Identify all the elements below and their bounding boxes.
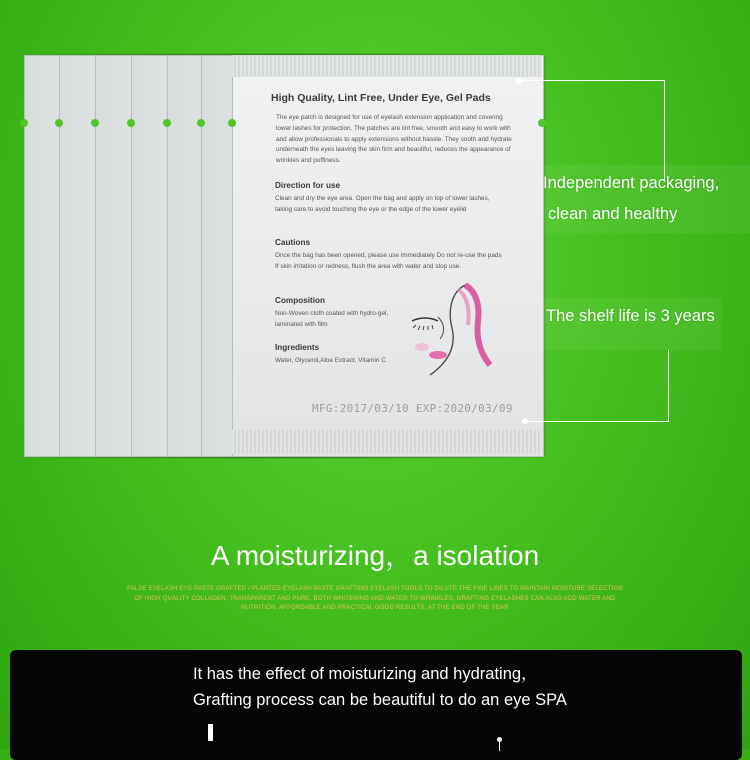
shelf-life-callout: The shelf life is 3 years	[546, 307, 715, 325]
callout-dot	[516, 78, 522, 84]
tear-notch	[538, 119, 546, 127]
tear-notch	[197, 119, 205, 127]
tear-notch	[163, 119, 171, 127]
face-illustration	[410, 283, 505, 388]
ingredients-heading: Ingredients	[275, 343, 320, 352]
sachet-seal-bottom	[232, 430, 542, 454]
package-intro: The eye patch is designed for use of eyelash extension application and covering lower lashes for protection. The patches are lint free, smooth and easy to work with and allow professionals to apply extensions without hassle. They sooth and hydrate underneath the eyes leaving the skin firm and beautiful, reduces the appearance of wrinkles and puffiness.	[276, 114, 512, 165]
sub-description: FALSE EYELASH EYE PASTE GRAFTED / PLANTED EYELASH PASTE GRAFTING EYELASH TOOLS TO DILUTE THE FINE LINES TO MAINTAIN MOISTURE SELECTION OF HIGH QUALITY COLLAGEN, TRANSPARENT AND PURE, BOTH WHITENING AND WATER TO WRINKLES, GRAFTING EYELASHES CAN ALSO ADD WATER AND NUTRITION, AFFORDABLE AND PRACTICAL GOOD RESULTS, AT THE END OF THE YEAR	[127, 586, 623, 611]
tear-notch	[20, 119, 28, 127]
packaging-callout-line2: clean and healthy	[548, 205, 678, 223]
callout-line	[520, 80, 664, 81]
cautions-text: Once the bag has been opened, please use immediately Do not re-use the pads If skin irritation or redness, flush the area with water and stop use.	[275, 252, 502, 270]
band-line-1: It has the effect of moisturizing and hydrating，	[193, 665, 538, 683]
text-cursor	[208, 724, 213, 741]
package-title: High Quality, Lint Free, Under Eye, Gel Pads	[271, 92, 491, 104]
packaging-callout-line1: Independent packaging,	[543, 174, 720, 192]
callout-dot	[522, 418, 528, 424]
callout-line	[668, 350, 669, 421]
headline: A moisturizing，a isolation	[210, 540, 540, 571]
tear-notch	[91, 119, 99, 127]
tear-notch	[55, 119, 63, 127]
callout-line	[528, 421, 669, 422]
composition-heading: Composition	[275, 296, 326, 305]
tear-notch	[127, 119, 135, 127]
date-code: MFG:2017/03/10 EXP:2020/03/09	[312, 402, 513, 415]
direction-heading: Direction for use	[275, 181, 341, 190]
direction-text: Clean and dry the eye area. Open the bag and apply on top of lower lashes, taking care to avoid touching the eye or the edge of the lower eyelid	[275, 195, 490, 213]
composition-text: Non-Woven cloth coated with hydro-gel, laminated with film	[275, 310, 389, 328]
band-line-2: Grafting process can be beautiful to do an eye SPA	[193, 691, 567, 709]
cautions-heading: Cautions	[275, 238, 311, 247]
band-line	[499, 741, 500, 751]
sachet-seal-top	[232, 55, 542, 77]
ingredients-text: Water, Glycerol,Aloe Extract, Vitamin C	[275, 357, 386, 364]
tear-notch	[228, 119, 236, 127]
